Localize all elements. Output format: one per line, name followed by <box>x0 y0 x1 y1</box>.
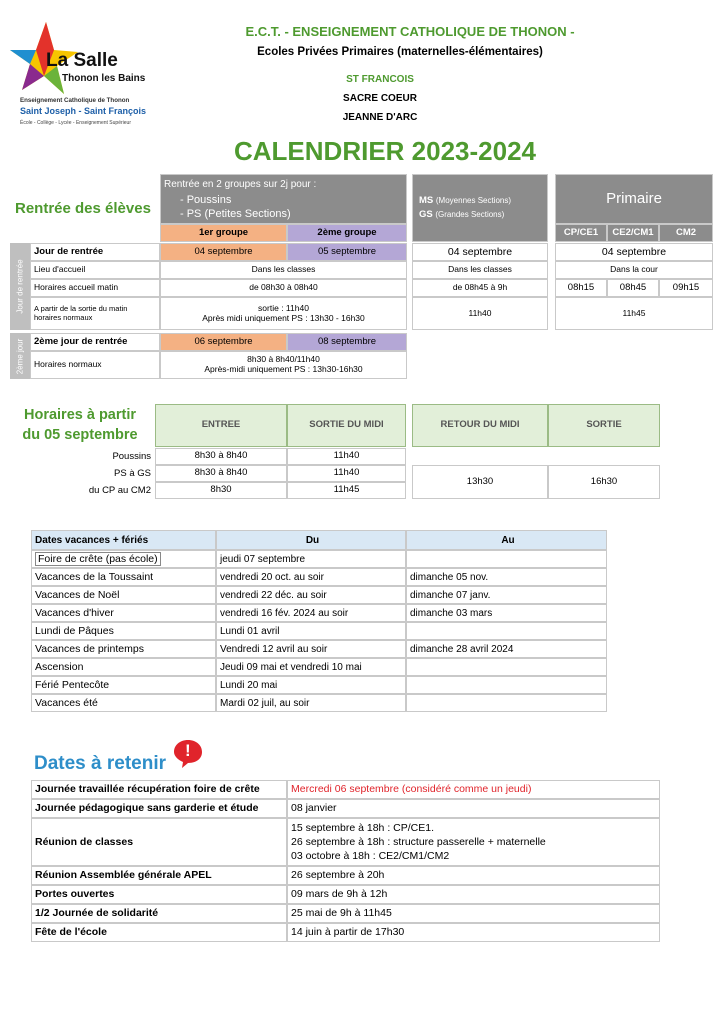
row-2eme-jour-g1: 06 septembre <box>160 333 287 351</box>
ce2-cm1-header: CE2/CM1 <box>607 224 659 242</box>
row-sortie-prim: 11h45 <box>555 297 713 330</box>
h-row-psgs-entree: 8h30 à 8h40 <box>155 465 287 482</box>
vac-au <box>406 676 607 694</box>
vac-au: dimanche 03 mars <box>406 604 607 622</box>
vac-label: Vacances de la Toussaint <box>31 568 216 586</box>
ms-gs-header <box>412 174 548 242</box>
school-sacre-coeur: SACRE COEUR <box>343 93 417 104</box>
dates-label: Fête de l'école <box>31 923 287 942</box>
row-horaires-normaux-label: Horaires normaux <box>30 351 160 379</box>
vac-label: Vacances de Noël <box>31 586 216 604</box>
row-horaires-p2: 08h45 <box>607 279 659 297</box>
row-lieu-prim: Dans la cour <box>555 261 713 279</box>
table-row <box>31 622 607 640</box>
vac-du: vendredi 22 déc. au soir <box>216 586 406 604</box>
row-lieu-ms: Dans les classes <box>412 261 548 279</box>
row-sortie-label: A partir de la sortie du matin horaires normaux <box>30 297 160 330</box>
vac-h-du: Du <box>216 530 406 550</box>
gs-label: GS <box>419 208 433 220</box>
groups-item-poussins: - Poussins <box>180 193 232 206</box>
vac-au <box>406 658 607 676</box>
header-title: E.C.T. - ENSEIGNEMENT CATHOLIQUE DE THONON - <box>245 24 575 39</box>
dates-value: 09 mars de 9h à 12h <box>287 885 660 904</box>
table-row <box>31 640 607 658</box>
vlabel-2eme-jour: 2ème jour <box>10 333 30 379</box>
table-row <box>31 818 660 866</box>
vac-au: dimanche 05 nov. <box>406 568 607 586</box>
groups-item-ps: - PS (Petites Sections) <box>180 208 291 221</box>
page-title: CALENDRIER 2023-2024 <box>233 136 536 166</box>
row-lieu-label: Lieu d'accueil <box>30 261 160 279</box>
row-jour-rentree-prim: 04 septembre <box>555 243 713 261</box>
h-row-cpcm2-label: du CP au CM2 <box>88 485 151 496</box>
dates-label: Réunion Assemblée générale APEL <box>31 866 287 885</box>
groups-intro-box <box>160 174 407 224</box>
row-jour-rentree-g1: 04 septembre <box>160 243 287 261</box>
h-entree-header: ENTREE <box>155 404 287 447</box>
logo-city: Thonon les Bains <box>62 73 146 84</box>
table-row <box>31 676 607 694</box>
h-row-cpcm2-entree: 8h30 <box>155 482 287 499</box>
logo-line2: Saint Joseph - Saint François <box>20 106 147 116</box>
vacances-header-row <box>31 530 607 550</box>
row-jour-rentree-g2: 05 septembre <box>287 243 407 261</box>
row-jour-rentree-ms: 04 septembre <box>412 243 548 261</box>
vac-au <box>406 622 607 640</box>
row-horaires-normaux-value: 8h30 à 8h40/11h40 Après-midi uniquement PS : 13h30-16h30 <box>160 351 407 379</box>
school-jeanne-darc: JEANNE D'ARC <box>342 112 418 123</box>
table-row <box>31 866 660 885</box>
gs-sub: (Grandes Sections) <box>435 209 505 219</box>
dates-title: Dates à retenir <box>34 753 167 774</box>
h-retour-midi-header: RETOUR DU MIDI <box>412 404 548 447</box>
horaires-title: Horaires à partir du 05 septembre <box>22 407 138 443</box>
groups-intro: Rentrée en 2 groupes sur 2j pour : <box>164 179 317 190</box>
vac-du: Mardi 02 juil, au soir <box>216 694 406 712</box>
row-jour-rentree-label: Jour de rentrée <box>30 243 160 261</box>
table-row <box>31 780 660 799</box>
h-row-psgs-sortie: 11h40 <box>287 465 406 482</box>
rentree-title: Rentrée des élèves <box>15 200 151 217</box>
table-row <box>31 568 607 586</box>
primaire-header: Primaire <box>555 174 713 224</box>
h-row-psgs-label: PS à GS <box>114 468 151 479</box>
dates-label: 1/2 Journée de solidarité <box>31 904 287 923</box>
ms-sub: (Moyennes Sections) <box>435 195 512 205</box>
alert-icon <box>173 739 203 769</box>
row-lieu-groups: Dans les classes <box>160 261 407 279</box>
vac-label: Férié Pentecôte <box>31 676 216 694</box>
dates-label: Journée travaillée récupération foire de crête <box>31 780 287 799</box>
h-sortie-header: SORTIE <box>548 404 660 447</box>
logo-brand: La Salle <box>46 50 118 71</box>
logo-line3: École - Collège - Lycée - Enseignement Supérieur <box>20 120 131 126</box>
table-row <box>31 799 660 818</box>
row-horaires-label: Horaires accueil matin <box>30 279 160 297</box>
vac-au: dimanche 28 avril 2024 <box>406 640 607 658</box>
dates-label: Journée pédagogique sans garderie et étude <box>31 799 287 818</box>
row-sortie-ms: 11h40 <box>412 297 548 330</box>
table-row <box>31 658 607 676</box>
row-horaires-groups: de 08h30 à 08h40 <box>160 279 407 297</box>
group1-header: 1er groupe <box>160 224 287 242</box>
dates-value: 25 mai de 9h à 11h45 <box>287 904 660 923</box>
vac-au <box>406 694 607 712</box>
ms-label: MS <box>419 194 434 206</box>
h-sortie-midi-header: SORTIE DU MIDI <box>287 404 406 447</box>
group2-header: 2ème groupe <box>287 224 407 242</box>
alert-badge: ! <box>185 741 191 760</box>
dates-label: Portes ouvertes <box>31 885 287 904</box>
row-horaires-p3: 09h15 <box>659 279 713 297</box>
row-horaires-p1: 08h15 <box>555 279 607 297</box>
row-2eme-jour-g2: 08 septembre <box>287 333 407 351</box>
vac-h-dates: Dates vacances + fériés <box>31 530 216 550</box>
dates-label: Réunion de classes <box>31 818 287 866</box>
table-row <box>31 885 660 904</box>
vac-du: Vendredi 12 avril au soir <box>216 640 406 658</box>
vlabel-jour-rentree: Jour de rentrée <box>10 243 30 330</box>
vac-label: Vacances de printemps <box>31 640 216 658</box>
school-st-francois: ST FRANCOIS <box>346 74 414 85</box>
table-row <box>31 604 607 622</box>
dates-value: Mercredi 06 septembre (considéré comme un jeudi) <box>287 780 660 799</box>
row-2eme-jour-label: 2ème jour de rentrée <box>30 333 160 351</box>
logo <box>8 20 153 132</box>
h-row-poussins-label: Poussins <box>112 451 151 462</box>
dates-value: 15 septembre à 18h : CP/CE1. 26 septembre à 18h : structure passerelle + maternelle 03 octobre à 18h : CE2/CM1/CM2 <box>287 818 660 866</box>
h-retour-midi-value: 13h30 <box>412 465 548 499</box>
table-row <box>31 550 607 568</box>
dates-value: 08 janvier <box>287 799 660 818</box>
vac-label: Vacances d'hiver <box>31 604 216 622</box>
row-horaires-ms: de 08h45 à 9h <box>412 279 548 297</box>
vac-du: vendredi 16 fév. 2024 au soir <box>216 604 406 622</box>
vac-du: vendredi 20 oct. au soir <box>216 568 406 586</box>
h-row-poussins-sortie: 11h40 <box>287 448 406 465</box>
vac-label: Vacances été <box>31 694 216 712</box>
vac-du: jeudi 07 septembre <box>216 550 406 568</box>
cp-ce1-header: CP/CE1 <box>555 224 607 242</box>
dates-value: 26 septembre à 20h <box>287 866 660 885</box>
h-row-cpcm2-sortie: 11h45 <box>287 482 406 499</box>
header-subtitle: Ecoles Privées Primaires (maternelles-élémentaires) <box>257 46 543 58</box>
h-row-poussins-entree: 8h30 à 8h40 <box>155 448 287 465</box>
vac-au <box>406 550 607 568</box>
vac-du: Jeudi 09 mai et vendredi 10 mai <box>216 658 406 676</box>
logo-line1: Enseignement Catholique de Thonon <box>20 97 130 104</box>
vac-du: Lundi 20 mai <box>216 676 406 694</box>
vac-h-au: Au <box>406 530 607 550</box>
cm2-header: CM2 <box>659 224 713 242</box>
vac-label: Ascension <box>31 658 216 676</box>
vac-label: Foire de crête (pas école) <box>31 550 216 568</box>
dates-value: 14 juin à partir de 17h30 <box>287 923 660 942</box>
row-sortie-groups: sortie : 11h40 Après midi uniquement PS : 13h30 - 16h30 <box>160 297 407 330</box>
vac-du: Lundi 01 avril <box>216 622 406 640</box>
table-row <box>31 904 660 923</box>
h-sortie-value: 16h30 <box>548 465 660 499</box>
table-row <box>31 694 607 712</box>
table-row <box>31 586 607 604</box>
vac-au: dimanche 07 janv. <box>406 586 607 604</box>
vac-label: Lundi de Pâques <box>31 622 216 640</box>
table-row <box>31 923 660 942</box>
